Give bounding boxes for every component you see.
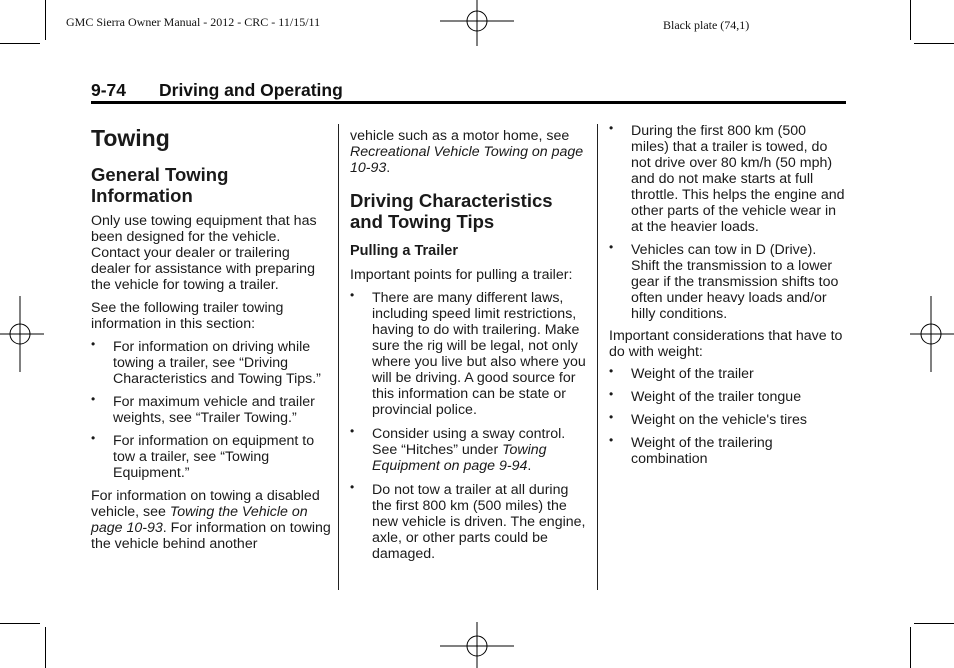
bullet-icon: •	[609, 240, 614, 254]
section-heading: General Towing Information	[91, 164, 229, 206]
bullet-icon: •	[91, 431, 96, 445]
column-divider	[338, 124, 339, 590]
bullet-icon: •	[350, 424, 355, 438]
bullet-icon: •	[609, 387, 614, 401]
paragraph: vehicle such as a motor home, see Recreational Vehicle Towing on page 10-93.	[350, 128, 584, 176]
registration-mark-bottom	[440, 622, 514, 668]
bullet-icon: •	[91, 392, 96, 406]
registration-mark-right	[910, 296, 954, 372]
crop-mark	[914, 43, 954, 44]
page-title: Towing	[91, 125, 170, 151]
list-item: • For information on driving while towing a trailer, see “Driving Characteristics and Towing Tips.”	[91, 337, 321, 387]
header-rule	[91, 101, 846, 104]
paragraph: Important considerations that have to do with weight:	[609, 328, 843, 360]
bullet-icon: •	[609, 121, 614, 135]
column-3	[609, 123, 847, 474]
list-item: • There are many different laws, including speed limit restrictions, having to do with trailering. Make sure the rig will be legal, not only where you live but also where you will be driving. A good source for this information can be state or provincial police.	[350, 288, 586, 418]
page-number: 9-74	[91, 80, 127, 100]
crop-mark	[914, 623, 954, 624]
section-heading: Driving Characteristics and Towing Tips	[350, 190, 553, 232]
column-1	[91, 124, 331, 559]
column-2	[350, 128, 590, 569]
list-item: • For information on equipment to tow a trailer, see “Towing Equipment.”	[91, 431, 315, 481]
bullet-icon: •	[609, 410, 614, 424]
column-divider	[597, 124, 598, 590]
cross-reference-link[interactable]: Towing Equipment on page 9-94	[372, 442, 547, 474]
list-item: • Weight of the trailering combination	[609, 433, 773, 467]
bullet-list	[350, 290, 590, 562]
section-title: Driving and Operating	[159, 80, 343, 100]
crop-mark	[45, 627, 46, 668]
registration-mark-left	[0, 296, 44, 372]
bullet-icon: •	[609, 433, 614, 447]
running-head	[91, 80, 846, 101]
bullet-icon: •	[350, 288, 355, 302]
list-item: • Weight of the trailer	[609, 364, 754, 382]
cross-reference-link[interactable]: Towing the Vehicle on page 10-93	[91, 504, 308, 536]
list-item: • For maximum vehicle and trailer weights, see “Trailer Towing.”	[91, 392, 315, 426]
crop-mark	[910, 627, 911, 668]
bullet-icon: •	[609, 364, 614, 378]
print-slug-left: GMC Sierra Owner Manual - 2012 - CRC - 11/15/11	[66, 15, 321, 29]
crop-mark	[45, 0, 46, 40]
crop-mark	[0, 43, 40, 44]
print-slug-right: Black plate (74,1)	[663, 18, 750, 32]
bullet-list	[609, 366, 847, 467]
list-item: • Vehicles can tow in D (Drive). Shift the transmission to a lower gear if the transmission shifts too often under heavy loads and/or hilly conditions.	[609, 240, 839, 322]
list-item: • Weight of the trailer tongue	[609, 387, 802, 405]
bullet-icon: •	[350, 480, 355, 494]
bullet-list	[91, 339, 331, 481]
bullet-list	[609, 123, 847, 322]
subsection-heading: Pulling a Trailer	[350, 243, 458, 259]
paragraph: Important points for pulling a trailer:	[350, 267, 573, 283]
registration-mark-top	[440, 0, 514, 46]
paragraph: See the following trailer towing information in this section:	[91, 300, 284, 332]
list-item: • During the first 800 km (500 miles) that a trailer is towed, do not drive over 80 km/h (50 mph) and do not make starts at full throttle. This helps the engine and other parts of the vehicle wear in at the heavier loads.	[609, 121, 845, 235]
crop-mark	[0, 623, 40, 624]
list-item: • Do not tow a trailer at all during the first 800 km (500 miles) the new vehicle is driven. The engine, axle, or other parts could be damaged.	[350, 480, 586, 562]
list-item: • Weight on the vehicle's tires	[609, 410, 807, 428]
paragraph: Only use towing equipment that has been designed for the vehicle. Contact your dealer or trailering dealer for assistance with preparing the vehicle for towing a trailer.	[91, 213, 317, 293]
list-item: • Consider using a sway control. See “Hitches” under Towing Equipment on page 9-94.	[350, 424, 566, 474]
paragraph: For information on towing a disabled vehicle, see Towing the Vehicle on page 10-93. For information on towing the vehicle behind another	[91, 488, 331, 552]
crop-mark	[910, 0, 911, 40]
cross-reference-link[interactable]: Recreational Vehicle Towing on page 10-93	[350, 144, 584, 176]
bullet-icon: •	[91, 337, 96, 351]
